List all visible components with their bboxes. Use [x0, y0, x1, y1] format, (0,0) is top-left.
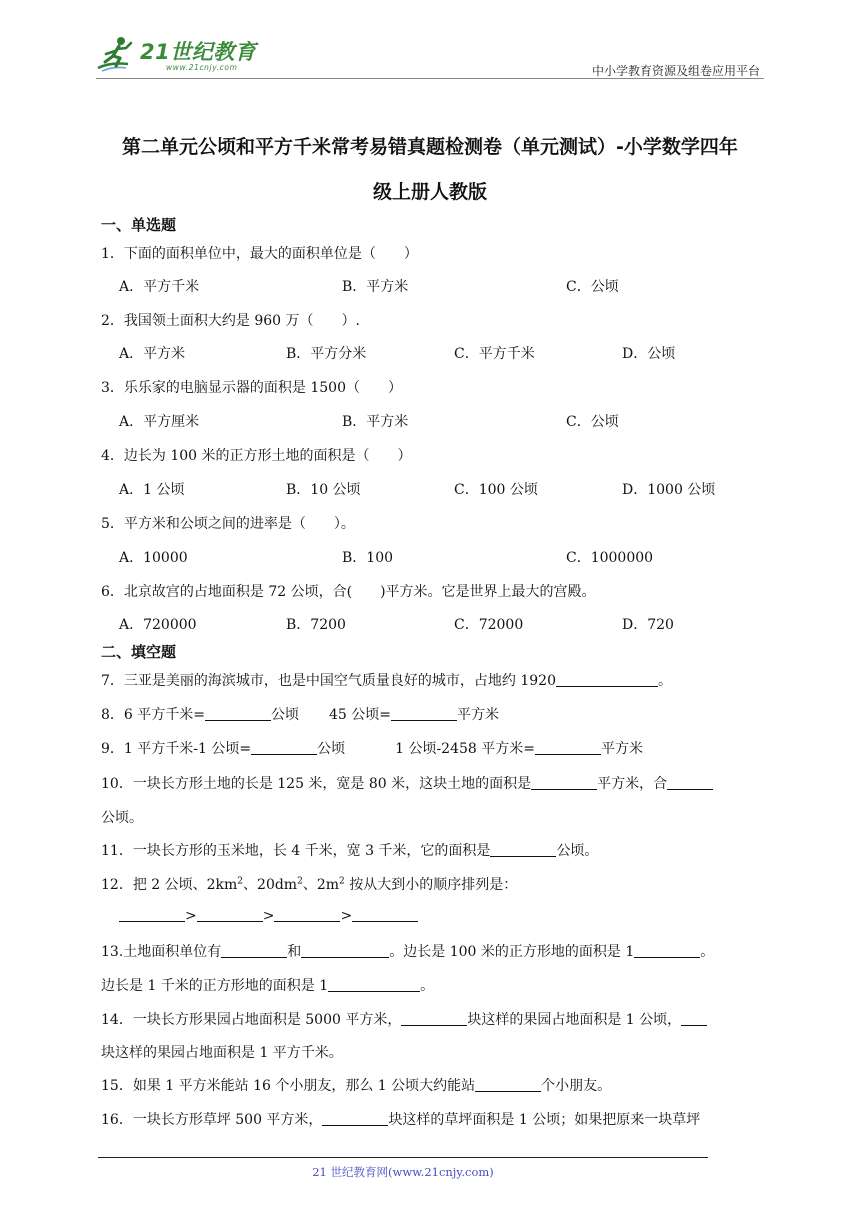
question-4: 4．边长为 100 米的正方形土地的面积是（ ） — [101, 448, 412, 464]
option-b[interactable]: B．平方米 — [342, 279, 409, 295]
option-c[interactable]: C．100 公顷 — [454, 482, 538, 498]
option-c[interactable]: C．公顷 — [566, 414, 619, 430]
question-4-options — [119, 479, 759, 499]
footer-source: 21 世纪教育网(www.21cnjy.com) — [312, 1165, 494, 1179]
question-13: 13.土地面积单位有 和 。边长是 100 米的正方形地的面积是 1 。 — [101, 944, 715, 960]
question-14: 14．一块长方形果园占地面积是 5000 平方米， 块这样的果园占地面积是 1 公顷， — [101, 1009, 707, 1029]
option-b[interactable]: B．平方米 — [342, 414, 409, 430]
question-6-options — [119, 614, 759, 634]
answer-blank[interactable] — [391, 705, 457, 721]
question-9: 9．1 平方千米-1 公顷= 公顷 1 公顷-2458 平方米= 平方米 — [101, 741, 643, 757]
answer-blank[interactable] — [681, 1010, 707, 1026]
question-1: 1．下面的面积单位中，最大的面积单位是（ ） — [101, 246, 418, 262]
answer-blank[interactable] — [205, 705, 271, 721]
answer-blank[interactable] — [667, 774, 713, 790]
question-5: 5．平方米和公顷之间的进率是（ ）。 — [101, 516, 355, 532]
answer-blank[interactable] — [197, 906, 263, 922]
option-a[interactable]: A．平方千米 — [119, 279, 200, 295]
option-d[interactable]: D．720 — [622, 617, 674, 633]
answer-blank[interactable] — [634, 942, 700, 958]
question-3-options — [119, 411, 759, 431]
question-8: 8．6 平方千米= 公顷 45 公顷= 平方米 — [101, 707, 499, 723]
answer-blank[interactable] — [328, 976, 420, 992]
section-heading-fill-in: 二、填空题 — [101, 643, 177, 661]
header-tagline: 中小学教育资源及组卷应用平台 — [591, 64, 760, 78]
answer-blank[interactable] — [490, 841, 556, 857]
answer-blank[interactable] — [475, 1076, 541, 1092]
question-14-continued: 块这样的果园占地面积是 1 平方千米。 — [101, 1045, 343, 1061]
question-1-options — [119, 276, 759, 296]
question-15: 15．如果 1 平方米能站 16 个小朋友，那么 1 公顷大约能站 个小朋友。 — [101, 1078, 612, 1094]
answer-blank[interactable] — [274, 906, 340, 922]
option-c[interactable]: C．72000 — [454, 617, 524, 633]
logo — [96, 34, 256, 74]
answer-blank[interactable] — [221, 942, 287, 958]
answer-blank[interactable] — [401, 1010, 467, 1026]
document-title-line-1: 第二单元公顷和平方千米常考易错真题检测卷（单元测试）-小学数学四年 — [122, 136, 738, 158]
question-16: 16．一块长方形草坪 500 平方米， 块这样的草坪面积是 1 公顷；如果把原来一块草坪 — [101, 1112, 701, 1128]
option-b[interactable]: B．100 — [342, 550, 394, 566]
footer-divider — [98, 1157, 708, 1158]
option-b[interactable]: B．10 公顷 — [286, 482, 361, 498]
answer-blank[interactable] — [119, 906, 185, 922]
answer-blank[interactable] — [352, 906, 418, 922]
option-a[interactable]: A．10000 — [119, 550, 188, 566]
answer-blank[interactable] — [301, 942, 389, 958]
option-b[interactable]: B．平方分米 — [286, 346, 367, 362]
document-title-line-2: 级上册人教版 — [372, 181, 487, 203]
logo-url: www.21cnjy.com — [166, 63, 238, 72]
question-7: 7．三亚是美丽的海滨城市，也是中国空气质量良好的城市，占地约 1920 。 — [101, 673, 672, 689]
question-12: 12．把 2 公顷、$2km^2$、$20dm^2$、$2m^2$ 按从大到小的顺序排列是： — [101, 876, 518, 893]
option-d[interactable]: D．1000 公顷 — [622, 482, 716, 498]
question-3: 3．乐乐家的电脑显示器的面积是 1500（ ） — [101, 380, 402, 396]
answer-blank[interactable] — [531, 774, 597, 790]
answer-blank[interactable] — [322, 1110, 388, 1126]
answer-blank[interactable] — [556, 671, 658, 687]
option-c[interactable]: C．公顷 — [566, 279, 619, 295]
question-10-continued: 公顷。 — [101, 810, 143, 826]
question-12-answer-row: > > > — [119, 906, 418, 924]
option-c[interactable]: C．1000000 — [566, 550, 654, 566]
header-divider — [96, 78, 764, 79]
question-2-options — [119, 343, 759, 363]
page-header — [96, 34, 764, 80]
answer-blank[interactable] — [251, 739, 317, 755]
question-2: 2．我国领土面积大约是 960 万（ ）. — [101, 313, 360, 329]
question-10: 10．一块长方形土地的长是 125 米，宽是 80 米，这块土地的面积是 平方米，合 — [101, 773, 713, 793]
option-c[interactable]: C．平方千米 — [454, 346, 535, 362]
section-heading-single-choice: 一、单选题 — [101, 216, 177, 234]
option-a[interactable]: A．720000 — [119, 617, 197, 633]
option-a[interactable]: A．1 公顷 — [119, 482, 185, 498]
logo-wordmark: 21世纪教育 — [140, 40, 257, 64]
option-a[interactable]: A．平方米 — [119, 346, 186, 362]
question-6: 6．北京故宫的占地面积是 72 公顷，合( )平方米。它是世界上最大的宫殿。 — [101, 584, 596, 600]
option-b[interactable]: B．7200 — [286, 617, 346, 633]
option-a[interactable]: A．平方厘米 — [119, 414, 200, 430]
option-d[interactable]: D．公顷 — [622, 346, 676, 362]
question-13-continued: 边长是 1 千米的正方形地的面积是 1 。 — [101, 978, 435, 994]
question-11: 11．一块长方形的玉米地，长 4 千米，宽 3 千米，它的面积是 公顷。 — [101, 843, 599, 859]
answer-blank[interactable] — [535, 739, 601, 755]
runner-logo-icon — [96, 34, 136, 74]
question-5-options — [119, 547, 759, 567]
